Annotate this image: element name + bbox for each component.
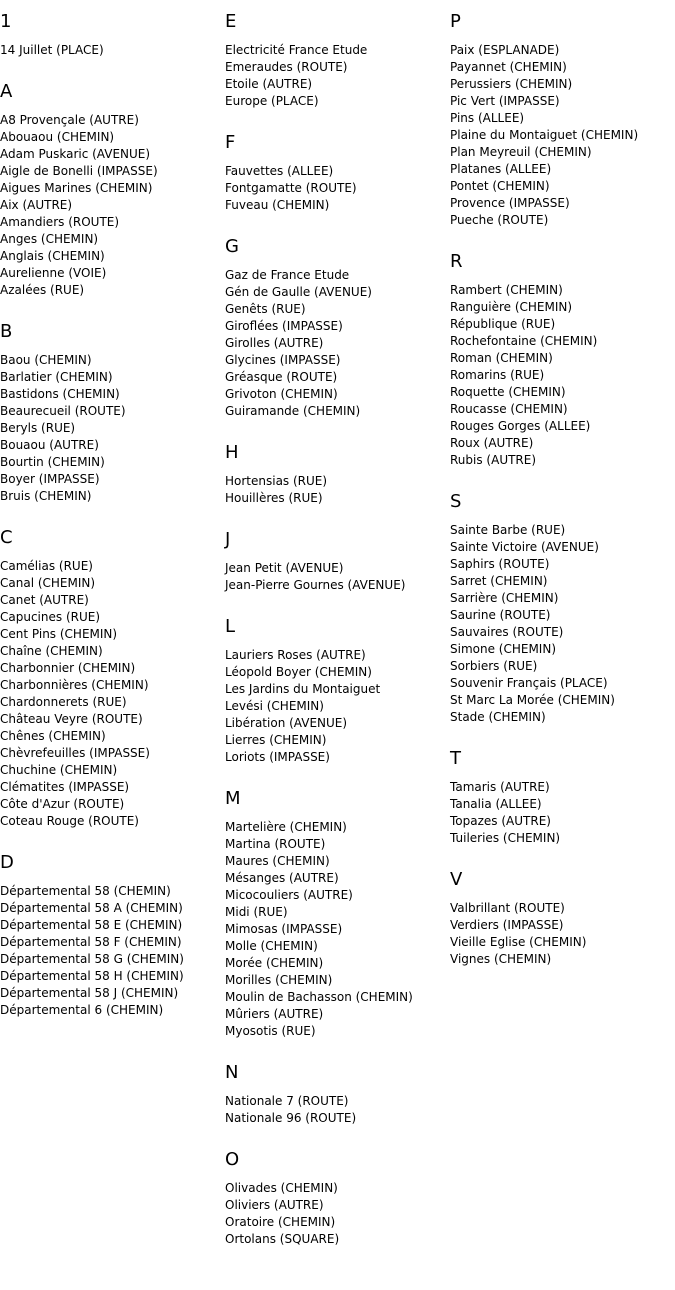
street-link[interactable]: Payannet (CHEMIN) (450, 60, 567, 74)
letter-heading: L (225, 616, 236, 637)
street-link[interactable]: Morée (CHEMIN) (225, 956, 324, 970)
street-link[interactable]: Roman (CHEMIN) (450, 351, 553, 365)
street-link[interactable]: Sauvaires (ROUTE) (450, 625, 564, 639)
street-link[interactable]: Genêts (RUE) (225, 302, 306, 316)
street-link[interactable]: Vieille Eglise (CHEMIN) (450, 935, 587, 949)
street-link[interactable]: Plaine du Montaiguet (CHEMIN) (450, 128, 639, 142)
street-link[interactable]: Lierres (CHEMIN) (225, 733, 327, 747)
letter-heading: O (225, 1149, 240, 1170)
street-link[interactable]: Capucines (RUE) (0, 610, 101, 624)
street-link[interactable]: A8 Provençale (AUTRE) (0, 113, 139, 127)
street-link[interactable]: Aigues Marines (CHEMIN) (0, 181, 153, 195)
street-link[interactable]: Adam Puskaric (AVENUE) (0, 147, 151, 161)
street-list (0, 883, 225, 1019)
letter-section (450, 12, 675, 229)
street-link[interactable]: Grivoton (CHEMIN) (225, 387, 338, 401)
street-link[interactable]: Bastidons (CHEMIN) (0, 387, 120, 401)
street-link[interactable]: Simone (CHEMIN) (450, 642, 557, 656)
letter-heading: E (225, 11, 237, 32)
letter-heading: 1 (0, 11, 12, 32)
street-link[interactable]: Départemental 58 (CHEMIN) (0, 884, 171, 898)
street-list (0, 42, 225, 59)
street-list (450, 42, 675, 229)
street-link[interactable]: Ranguière (CHEMIN) (450, 300, 573, 314)
letter-heading: C (0, 527, 13, 548)
street-link[interactable]: Oratoire (CHEMIN) (225, 1215, 336, 1229)
street-link[interactable]: Pic Vert (IMPASSE) (450, 94, 560, 108)
street-link[interactable]: Olivades (CHEMIN) (225, 1181, 338, 1195)
street-link[interactable]: Sainte Victoire (AVENUE) (450, 540, 599, 554)
street-link[interactable]: Anges (CHEMIN) (0, 232, 99, 246)
letter-section (225, 443, 450, 507)
street-link[interactable]: Amandiers (ROUTE) (0, 215, 120, 229)
letter-section (0, 82, 225, 299)
street-link[interactable]: Gréasque (ROUTE) (225, 370, 338, 384)
street-list (450, 522, 675, 726)
street-link[interactable]: Sarret (CHEMIN) (450, 574, 548, 588)
street-link[interactable]: Gaz de France Etude (225, 268, 350, 282)
street-link[interactable]: Azalées (RUE) (0, 283, 85, 297)
street-link[interactable]: Rubis (AUTRE) (450, 453, 537, 467)
street-link[interactable]: Pontet (CHEMIN) (450, 179, 550, 193)
street-link[interactable]: Valbrillant (ROUTE) (450, 901, 565, 915)
letter-heading: V (450, 869, 463, 890)
street-list (225, 819, 450, 1040)
street-link[interactable]: Nationale 96 (ROUTE) (225, 1111, 357, 1125)
street-link[interactable]: Loriots (IMPASSE) (225, 750, 330, 764)
street-link[interactable]: Maures (CHEMIN) (225, 854, 330, 868)
street-link[interactable]: Abouaou (CHEMIN) (0, 130, 115, 144)
street-link[interactable]: Provence (IMPASSE) (450, 196, 570, 210)
street-link[interactable]: Midi (RUE) (225, 905, 288, 919)
street-link[interactable]: Molle (CHEMIN) (225, 939, 318, 953)
street-link[interactable]: Europe (PLACE) (225, 94, 319, 108)
street-link[interactable]: Girolles (AUTRE) (225, 336, 324, 350)
street-link[interactable]: Rochefontaine (CHEMIN) (450, 334, 598, 348)
street-link[interactable]: Roquette (CHEMIN) (450, 385, 566, 399)
street-link[interactable]: Départemental 58 F (CHEMIN) (0, 935, 182, 949)
street-list (225, 42, 450, 110)
street-link[interactable]: Etoile (AUTRE) (225, 77, 313, 91)
letter-heading: P (450, 11, 461, 32)
letter-section (225, 617, 450, 766)
letter-heading: B (0, 321, 13, 342)
street-link[interactable]: Hortensias (RUE) (225, 474, 328, 488)
letter-heading: N (225, 1062, 239, 1083)
street-link[interactable]: Pueche (ROUTE) (450, 213, 549, 227)
street-link[interactable]: Stade (CHEMIN) (450, 710, 546, 724)
street-link[interactable]: Electricité France Etude (225, 43, 368, 57)
street-link[interactable]: Canet (AUTRE) (0, 593, 89, 607)
street-link[interactable]: Charbonnier (CHEMIN) (0, 661, 136, 675)
letter-heading: G (225, 236, 239, 257)
street-link[interactable]: Château Veyre (ROUTE) (0, 712, 143, 726)
street-list (450, 779, 675, 847)
street-link[interactable]: Beaurecueil (ROUTE) (0, 404, 126, 418)
street-link[interactable]: Côte d'Azur (ROUTE) (0, 797, 125, 811)
street-link[interactable]: Clématites (IMPASSE) (0, 780, 130, 794)
street-link[interactable]: Fontgamatte (ROUTE) (225, 181, 357, 195)
street-link[interactable]: Levési (CHEMIN) (225, 699, 324, 713)
street-link[interactable]: Anglais (CHEMIN) (0, 249, 105, 263)
letter-heading: H (225, 442, 239, 463)
street-link[interactable]: Giroflées (IMPASSE) (225, 319, 343, 333)
street-link[interactable]: Coteau Rouge (ROUTE) (0, 814, 139, 828)
street-link[interactable]: Roux (AUTRE) (450, 436, 534, 450)
street-link[interactable]: Morilles (CHEMIN) (225, 973, 333, 987)
street-link[interactable]: Chèvrefeuilles (IMPASSE) (0, 746, 150, 760)
street-list (225, 647, 450, 766)
letter-heading: R (450, 251, 463, 272)
street-link[interactable]: St Marc La Morée (CHEMIN) (450, 693, 615, 707)
street-link[interactable]: Départemental 58 H (CHEMIN) (0, 969, 184, 983)
index-column-3 (450, 0, 675, 991)
street-link[interactable]: Départemental 58 A (CHEMIN) (0, 901, 183, 915)
street-link[interactable]: Mûriers (AUTRE) (225, 1007, 324, 1021)
street-link[interactable]: Jean-Pierre Gournes (AVENUE) (225, 578, 406, 592)
street-link[interactable]: Topazes (AUTRE) (450, 814, 551, 828)
street-link[interactable]: Bruis (CHEMIN) (0, 489, 92, 503)
street-link[interactable]: Houillères (RUE) (225, 491, 323, 505)
street-link[interactable]: Chardonnerets (RUE) (0, 695, 127, 709)
street-link[interactable]: Fuveau (CHEMIN) (225, 198, 330, 212)
street-link[interactable]: Chaîne (CHEMIN) (0, 644, 103, 658)
street-link[interactable]: Oliviers (AUTRE) (225, 1198, 324, 1212)
street-link[interactable]: Barlatier (CHEMIN) (0, 370, 113, 384)
letter-heading: S (450, 491, 462, 512)
street-link[interactable]: Bourtin (CHEMIN) (0, 455, 105, 469)
street-link[interactable]: Rambert (CHEMIN) (450, 283, 563, 297)
letter-section (225, 1150, 450, 1248)
street-link[interactable]: Micocouliers (AUTRE) (225, 888, 353, 902)
street-link[interactable]: Vignes (CHEMIN) (450, 952, 552, 966)
street-link[interactable]: Départemental 58 G (CHEMIN) (0, 952, 184, 966)
street-list (225, 473, 450, 507)
street-link[interactable]: Tamaris (AUTRE) (450, 780, 550, 794)
letter-section (225, 12, 450, 110)
street-list (450, 282, 675, 469)
street-list (225, 1180, 450, 1248)
street-list (225, 267, 450, 420)
street-link[interactable]: Tanalia (ALLEE) (450, 797, 542, 811)
letter-section (0, 853, 225, 1019)
letter-heading: J (225, 529, 231, 550)
street-link[interactable]: Emeraudes (ROUTE) (225, 60, 348, 74)
letter-heading: M (225, 788, 241, 809)
street-link[interactable]: Martelière (CHEMIN) (225, 820, 347, 834)
street-link[interactable]: Moulin de Bachasson (CHEMIN) (225, 990, 413, 1004)
street-link[interactable]: Fauvettes (ALLEE) (225, 164, 334, 178)
street-link[interactable]: Léopold Boyer (CHEMIN) (225, 665, 372, 679)
street-link[interactable]: Rouges Gorges (ALLEE) (450, 419, 591, 433)
street-link[interactable]: Sainte Barbe (RUE) (450, 523, 566, 537)
letter-heading: D (0, 852, 14, 873)
street-link[interactable]: Nationale 7 (ROUTE) (225, 1094, 349, 1108)
street-link[interactable]: Charbonnières (CHEMIN) (0, 678, 149, 692)
street-link[interactable]: Lauriers Roses (AUTRE) (225, 648, 366, 662)
street-link[interactable]: Aix (AUTRE) (0, 198, 73, 212)
street-link[interactable]: Paix (ESPLANADE) (450, 43, 560, 57)
letter-section (225, 237, 450, 420)
street-link[interactable]: Sorbiers (RUE) (450, 659, 538, 673)
street-link[interactable]: Départemental 6 (CHEMIN) (0, 1003, 164, 1017)
letter-section (225, 530, 450, 594)
index-column-2 (225, 0, 450, 1271)
street-list (0, 558, 225, 830)
street-link[interactable]: Camélias (RUE) (0, 559, 93, 573)
street-link[interactable]: Aigle de Bonelli (IMPASSE) (0, 164, 158, 178)
street-link[interactable]: Perussiers (CHEMIN) (450, 77, 573, 91)
street-link[interactable]: Mésanges (AUTRE) (225, 871, 339, 885)
street-link[interactable]: Départemental 58 E (CHEMIN) (0, 918, 183, 932)
street-link[interactable]: Boyer (IMPASSE) (0, 472, 100, 486)
street-link[interactable]: Jean Petit (AVENUE) (225, 561, 344, 575)
street-list (0, 352, 225, 505)
street-link[interactable]: Plan Meyreuil (CHEMIN) (450, 145, 592, 159)
street-list (0, 112, 225, 299)
letter-section (225, 789, 450, 1040)
street-link[interactable]: Saurine (ROUTE) (450, 608, 551, 622)
street-link[interactable]: Départemental 58 J (CHEMIN) (0, 986, 179, 1000)
letter-section (0, 12, 225, 59)
letter-section (450, 492, 675, 726)
street-link[interactable]: Chênes (CHEMIN) (0, 729, 106, 743)
letter-heading: A (0, 81, 13, 102)
street-link[interactable]: Mimosas (IMPASSE) (225, 922, 343, 936)
street-link[interactable]: Gén de Gaulle (AVENUE) (225, 285, 372, 299)
street-link[interactable]: Aurelienne (VOIE) (0, 266, 107, 280)
street-link[interactable]: Cent Pins (CHEMIN) (0, 627, 118, 641)
street-link[interactable]: République (RUE) (450, 317, 556, 331)
street-link[interactable]: Tuileries (CHEMIN) (450, 831, 561, 845)
street-link[interactable]: Les Jardins du Montaiguet (225, 682, 381, 696)
street-link[interactable]: Guiramande (CHEMIN) (225, 404, 361, 418)
letter-section (450, 252, 675, 469)
street-link[interactable]: Verdiers (IMPASSE) (450, 918, 564, 932)
street-link[interactable]: Baou (CHEMIN) (0, 353, 92, 367)
letter-heading: F (225, 132, 236, 153)
letter-section (225, 1063, 450, 1127)
street-list (225, 1093, 450, 1127)
letter-section (225, 133, 450, 214)
letter-section (450, 870, 675, 968)
street-link[interactable]: Ortolans (SQUARE) (225, 1232, 340, 1246)
index-column-1 (0, 0, 225, 1042)
street-list (450, 900, 675, 968)
street-link[interactable]: Pins (ALLEE) (450, 111, 525, 125)
letter-section (0, 528, 225, 830)
street-link[interactable]: Saphirs (ROUTE) (450, 557, 550, 571)
street-link[interactable]: Myosotis (RUE) (225, 1024, 316, 1038)
street-list (225, 560, 450, 594)
letter-section (450, 749, 675, 847)
street-link[interactable]: Beryls (RUE) (0, 421, 76, 435)
letter-section (0, 322, 225, 505)
letter-heading: T (450, 748, 461, 769)
street-list (225, 163, 450, 214)
street-link[interactable]: Martina (ROUTE) (225, 837, 326, 851)
street-link[interactable]: Platanes (ALLEE) (450, 162, 552, 176)
street-link[interactable]: Sarrière (CHEMIN) (450, 591, 559, 605)
street-link[interactable]: Souvenir Français (PLACE) (450, 676, 608, 690)
street-link[interactable]: Bouaou (AUTRE) (0, 438, 99, 452)
street-link[interactable]: Glycines (IMPASSE) (225, 353, 341, 367)
street-link[interactable]: Canal (CHEMIN) (0, 576, 96, 590)
street-link[interactable]: Libération (AVENUE) (225, 716, 348, 730)
street-link[interactable]: 14 Juillet (PLACE) (0, 43, 104, 57)
street-link[interactable]: Chuchine (CHEMIN) (0, 763, 118, 777)
street-link[interactable]: Roucasse (CHEMIN) (450, 402, 568, 416)
street-link[interactable]: Romarins (RUE) (450, 368, 545, 382)
